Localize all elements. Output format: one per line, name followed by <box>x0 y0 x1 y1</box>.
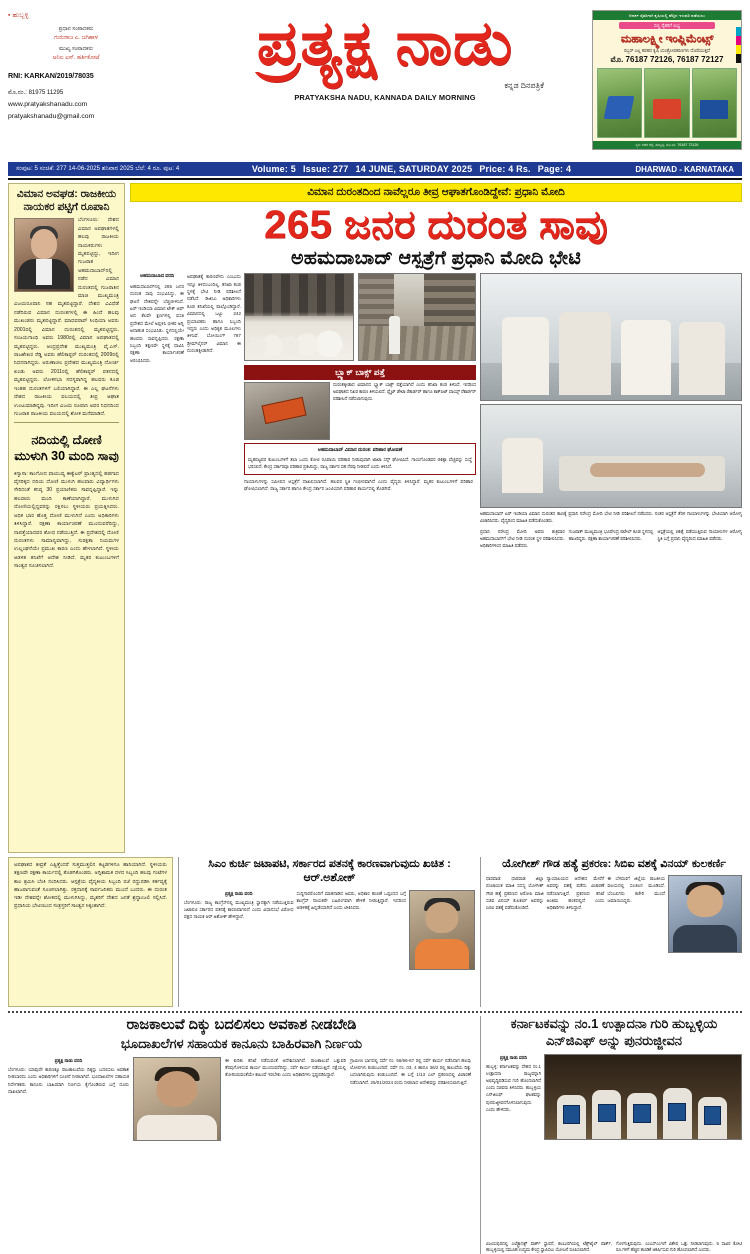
bottom-left-headline-1: ರಾಜಕಾಲುವೆ ದಿಕ್ಕು ಬದಲಿಸಲು ಅವಕಾಶ ನೀಡಬೇಡಿ <box>126 1017 357 1033</box>
editor-name-1: ಗುರುರಾಜ ಎ. ಜಗಿಹಾಳ <box>54 34 98 41</box>
mid-story-ashok <box>178 857 475 1007</box>
editor-role-1: ಪ್ರಧಾನ ಸಂಪಾದಕರು <box>58 26 94 32</box>
newspaper-title: ಪ್ರತ್ಯಕ್ಷ ನಾಡು <box>256 9 514 78</box>
photo-r-ashok <box>409 890 475 970</box>
hospital-media-column <box>480 273 742 853</box>
relief-box-text: ಮೃತಪಟ್ಟವರ ಕುಟುಂಬಗಳಿಗೆ ತಲಾ ಒಂದು ಕೋಟಿ ರೂಪಾಯಿ ಪರಿಹಾರ ನೀಡುವುದಾಗಿ ಟಾಟಾ ಸನ್ಸ್ ಘೋಷಿಸಿದೆ. ಗಾಯಗೊಂಡವರ ಚಿಕಿತ್ಸಾ ವೆಚ್ಚವನ್ನು ಸಂಸ್ಥೆ ಭರಿಸಲಿದೆ. ಕೇಂದ್ರ ಸರ್ಕಾರವೂ ಪರಿಹಾರ ಪ್ರಕಟಿಸಿದ್ದು, ರಾಜ್ಯ ಸರ್ಕಾರ ಸಹ ನೆರವು ನೀಡಲಿದೆ ಎಂದು ತಿಳಿಸಿದೆ. <box>248 456 472 469</box>
masthead-advertisement[interactable] <box>592 10 742 150</box>
bottom-right-byline: ಪ್ರತ್ಯಕ್ಷ ನಾಡು ವರದಿ <box>500 1054 527 1060</box>
lead-story-grid <box>130 273 742 853</box>
tagline-kannada: ಕನ್ನಡ ದಿನಪತ್ರಿಕೆ <box>504 81 544 91</box>
mid-right-col-1: ಧಾರವಾಡ: ಧಾರವಾಡ ಜಿಲ್ಲಾ ಪಂಚಾಯತ ಮಾಜಿ ಸದಸ್ಯ ಯೋಗೀಶ್ ಗೌಡ ಹತ್ಯೆ ಪ್ರಕರಣದ ಆರೋಪಿ ಮಾಜಿ ಸಚಿವ ವಿನಯ್ ಕುಲಕರ್ಣಿ ಅವರನ್ನು ಸಿಬಿಐ ವಶಕ್ಕೆ ಪಡೆದುಕೊಂಡಿದೆ. <box>486 876 544 911</box>
sidebar-story1-headline: ವಿಮಾನ ಅವಘಡ: ರಾಜಕೀಯ ನಾಯಕರ ಪಟ್ಟಿಗೆ ರೂಪಾನಿ <box>16 188 117 214</box>
lead-byline: ಅಹಮದಾಬಾದ ವರದಿ <box>140 274 174 280</box>
hospital-body-1: ಪ್ರಧಾನಿ ನರೇಂದ್ರ ಮೋದಿ ಅವರು ಶುಕ್ರವಾರ ಅಹಮದಾಬಾದ್‌ಗೆ ಭೇಟಿ ನೀಡಿ ದುರಂತ ಸ್ಥಳ ಪರಿಶೀಲಿಸಿದರು. ಅಧಿಕಾರಿಗಳಿಂದ ಮಾಹಿತಿ ಪಡೆದರು. <box>480 529 565 549</box>
ad-product-photos <box>593 65 741 141</box>
lead-subheadline: ಅಹಮದಾಬಾದ್ ಆಸ್ಪತ್ರೆಗೆ ಪ್ರಧಾನಿ ಮೋದಿ ಭೇಟಿ <box>291 247 581 269</box>
lead-photo-row <box>244 273 476 361</box>
issue-label: Issue: 277 <box>302 164 349 174</box>
lead-text-column-2 <box>187 273 244 853</box>
mid-right-col-3: ಈ ಬೆಳವಣಿಗೆ ಜಿಲ್ಲೆಯ ರಾಜಕೀಯ ವಲಯದಲ್ಲಿ ಸಂಚಲನ ಮೂಡಿಸಿದೆ. ಬೆಂಬಲಿಗರು ಕಚೇರಿ ಮುಂದೆ ಜಮಾಯಿಸಿದ್ದರು. <box>607 876 666 903</box>
photo-modi-site-visit <box>244 273 354 361</box>
mid-story-text-1: ಬೆಂಗಳೂರು: ರಾಜ್ಯ ಕಾಂಗ್ರೆಸ್‌ನಲ್ಲಿ ಮುಖ್ಯಮಂತ್ರಿ ಸ್ಥಾನಕ್ಕಾಗಿ ನಡೆಯುತ್ತಿರುವ ಜಟಾಪಟಿ ಸರ್ಕಾರದ ಪತನಕ್ಕೆ ಕಾರಣವಾಗಲಿದೆ ಎಂದು ವಿಧಾನಸಭೆ ವಿರೋಧ ಪಕ್ಷದ ನಾಯಕ ಆರ್.ಅಶೋಕ್ ಹೇಳಿದ್ದಾರೆ. <box>184 899 294 920</box>
bottom-left-text-2: ಈ ಕುರಿತು ತನಿಖೆ ನಡೆಸುವಂತೆ ಆದೇಶಿಸಲಾಗಿದೆ. ರಾಜಕಾಲುವೆ ಒತ್ತುವರಿ ತೆರವುಗೊಳಿಸುವ ಕಾರ್ಯ ಮುಂದುವರೆದಿದ್ದು, ಸರ್ವೆ ಕಾರ್ಯ ನಡೆಯುತ್ತಿದೆ. ನಕ್ಷೆಯಲ್ಲಿ ತೋರಿಸಿರುವಂತೆಯೇ ಕಾಲುವೆ ಇರಬೇಕು ಎಂದು ಅಧಿಕಾರಿಗಳು ಸ್ಪಷ್ಟಪಡಿಸಿದ್ದಾರೆ. <box>225 1057 346 1078</box>
lead-text-column-1 <box>130 273 187 853</box>
contact-block <box>8 88 178 122</box>
hospital-body-3: ಆಸ್ಪತ್ರೆಯಲ್ಲಿ ಚಿಕಿತ್ಸೆ ಪಡೆಯುತ್ತಿರುವ ಗಾಯಾಳುಗಳ ಆರೋಗ್ಯ ಸ್ಥಿತಿ ಬಗ್ಗೆ ಪ್ರಧಾನಿ ವೈದ್ಯರಿಂದ ಮಾಹಿತಿ ಪಡೆದರು. <box>657 529 743 542</box>
mid-sidebar-continued: ಅಪಘಾತದ ತೀವ್ರತೆ ಎಷ್ಟಿತ್ತೆಂದರೆ ಸುತ್ತಮುತ್ತಲಿನ ಕಟ್ಟಡಗಳಿಗೂ ಹಾನಿಯಾಗಿದೆ. ಸ್ಥಳೀಯರು ತಕ್ಷಣವೇ ರಕ್ಷಣಾ ಕಾರ್ಯದಲ್ಲಿ ತೊಡಗಿಕೊಂಡರು. ಅಗ್ನಿಶಾಮಕ ದಳದ ಸಿಬ್ಬಂದಿ ಹಲವು ಗಂಟೆಗಳ ಕಾಲ ಶ್ರಮಿಸಿ ಬೆಂಕಿ ನಂದಿಸಿದರು. ಆಸ್ಪತ್ರೆಯ ವೈದ್ಯಕೀಯ ಸಿಬ್ಬಂದಿ ರಜೆ ರದ್ದುಪಡಿಸಿ ಕರ್ತವ್ಯಕ್ಕೆ ಹಾಜರಾಗುವಂತೆ ಸೂಚಿಸಲಾಗಿತ್ತು. ರಕ್ತದಾನಕ್ಕೆ ಸಾರ್ವಜನಿಕರು ಮುಂದೆ ಬಂದರು. ಈ ದುರಂತ ಇಡೀ ದೇಶವನ್ನೇ ಶೋಕದಲ್ಲಿ ಮುಳುಗಿಸಿದ್ದು, ಮೃತರಿಗೆ ದೇಶದ ಜನತೆ ಶ್ರದ್ಧಾಂಜಲಿ ಸಲ್ಲಿಸಿದೆ. ಪ್ರಧಾನಿಯ ಭೇಟಿಯಿಂದ ಸಂತ್ರಸ್ತರಿಗೆ ಸಾಂತ್ವನ ಸಿಕ್ಕಂತಾಗಿದೆ. <box>8 857 173 1007</box>
hospital-text-columns <box>480 528 742 853</box>
hospital-photo-caption: ಅಹಮದಾಬಾದ್ ಏರ್ ಇಂಡಿಯಾ ವಿಮಾನ ದುರಂತದ ತಾಣಕ್ಕೆ ಪ್ರಧಾನಿ ನರೇಂದ್ರ ಮೋದಿ ಭೇಟಿ ನೀಡಿ ಪರಿಶೀಲನೆ ನಡೆಸಿದರು. ನಂತರ ಆಸ್ಪತ್ರೆಗೆ ತೆರಳಿ ಗಾಯಾಳುಗಳನ್ನು ಭೇಟಿಯಾಗಿ ಆರೋಗ್ಯ ವಿಚಾರಿಸಿದರು. ವೈದ್ಯರಿಂದ ಮಾಹಿತಿ ಪಡೆದುಕೊಂಡರು. <box>480 511 742 524</box>
bottom-left-col-1 <box>8 1057 133 1254</box>
mid-story-body <box>184 890 475 1007</box>
left-sidebar-column <box>8 183 125 853</box>
header-divider <box>8 178 742 180</box>
page-label: Page: 4 <box>537 164 572 174</box>
ad-product-plough-image <box>597 68 642 138</box>
bottom-left-byline: ಪ್ರತ್ಯಕ್ಷ ನಾಡು ವರದಿ <box>54 1057 83 1063</box>
sidebar-story1-portrait <box>14 218 74 292</box>
ad-badge: ಸಣ್ಣ ರೈತರಿಗೆ ಲಭ್ಯ <box>619 22 715 29</box>
lead-headline: 265 ಜನರ ದುರಂತ ಸಾವು <box>264 202 608 247</box>
bottom-right-caption-2: ಗೊಳಗುತ್ತಿರುವುದು. ಎಂಎಸ್‌ಎಂಇಗೆ ವಿಶೇಷ ಒತ್ತು ನೀಡಲಾಗುವುದು. 5 ಸಾವಿರ ಕೋಟಿ ರೂ.ಗಳಿಗೆ ಹೆಚ್ಚಿನ ಹೂಡಿಕೆ ಆಕರ್ಷಿಸುವ ಗುರಿ ಹೊಂದಲಾಗಿದೆ ಎಂದರು. <box>616 1240 742 1253</box>
tagline-english: PRATYAKSHA NADU, KANNADA DAILY MORNING <box>294 93 476 103</box>
lead-body-2: ಅಪಘಾತಕ್ಕೆ ಕಾರಣವೇನು ಎಂಬುದು ಇನ್ನೂ ತಿಳಿದುಬಂದಿಲ್ಲ. ತನಿಖಾ ತಂಡ ಸ್ಥಳಕ್ಕೆ ಭೇಟಿ ನೀಡಿ ಪರಿಶೀಲನೆ ನಡೆಸಿದೆ. ಡಿಜಿಸಿಎ ಅಧಿಕಾರಿಗಳು ಕೂಡ ತನಿಖೆಯಲ್ಲಿ ಪಾಲ್ಗೊಂಡಿದ್ದಾರೆ. ವಿಮಾನದಲ್ಲಿ ಒಟ್ಟು 242 ಪ್ರಯಾಣಿಕರು ಹಾಗೂ ಸಿಬ್ಬಂದಿ ಇದ್ದರು ಎಂದು ಅಧಿಕೃತ ಮೂಲಗಳು ತಿಳಿಸಿವೆ. ಬೋಯಿಂಗ್ 787 ಡ್ರೀಮ್‌ಲೈನರ್ ವಿಮಾನ ಈ ದುರಂತಕ್ಕೀಡಾಗಿದೆ. <box>187 274 241 353</box>
lead-body-3: ಗಾಯಾಳುಗಳನ್ನು ಸಮೀಪದ ಆಸ್ಪತ್ರೆಗೆ ದಾಖಲಿಸಲಾಗಿದೆ. ಹಲವರ ಸ್ಥಿತಿ ಗಂಭೀರವಾಗಿದೆ ಎಂದು ವೈದ್ಯರು ತಿಳಿಸಿದ್ದಾರೆ. ಮೃತರ ಕುಟುಂಬಗಳಿಗೆ ಪರಿಹಾರ ಘೋಷಿಸಲಾಗಿದೆ. ರಾಜ್ಯ ಸರ್ಕಾರ ಹಾಗೂ ಕೇಂದ್ರ ಸರ್ಕಾರ ಜಂಟಿಯಾಗಿ ಪರಿಹಾರ ಕಾರ್ಯದಲ್ಲಿ ತೊಡಗಿವೆ. <box>244 478 473 491</box>
ad-product-trailer-image <box>692 68 737 138</box>
bottom-left-col-3 <box>350 1057 475 1254</box>
rni-number: RNI: KARKAN/2019/78035 <box>8 71 94 81</box>
bottom-right-captions <box>486 1241 742 1254</box>
lead-text-column-3 <box>244 478 476 493</box>
issue-info-bar <box>8 161 742 176</box>
editor-role-2: ಮುಖ್ಯ ಸಂಪಾದಕರು <box>58 46 94 53</box>
masthead <box>8 6 742 158</box>
sidebar-story2-headline: ನದಿಯಲ್ಲಿ ದೋಣಿ ಮುಳುಗಿ 30 ಮಂದಿ ಸಾವು <box>14 433 119 463</box>
bottom-right-col-1 <box>486 1054 544 1238</box>
photo-crash-site-rubble <box>358 273 476 361</box>
mid-right-body <box>486 875 742 1007</box>
masthead-left-info <box>8 6 178 123</box>
bottom-right-caption-1: ವಿಜಯಪುರದಲ್ಲಿ ಎಲೆಕ್ಟ್ರಾನಿಕ್ಸ್ ಪಾರ್ಕ್ ಸ್ಥಾಪನೆ, ಕಲಬುರಗಿಯಲ್ಲಿ ಟೆಕ್ಸ್‌ಟೈಲ್ ಪಾರ್ಕ್, ಹುಬ್ಬಳ್ಳಿಯಲ್ಲಿ ಸಮೂಹ ಉದ್ಯಮ ಕೇಂದ್ರ ಸ್ಥಾಪಿಸಲು ಯೋಜನೆ ರೂಪಿಸಲಾಗಿದೆ. <box>486 1240 612 1253</box>
mid-story-yogesh-gowda <box>480 857 742 1007</box>
bottom-left-text-3: ಗ್ರಾಮೀಣ ಭಾಗದಲ್ಲಿ ಸರ್ವೆ ನಂ. 56/66-67 ರಲ್ಲಿ ಸರ್ವೆ ಕಾರ್ಯ ನಡೆಸಿದಾಗ ಹಲವು ಲೋಪಗಳು ಕಂಡುಬಂದಿವೆ. ಸರ್ವೆ ನಂ. 03, 4 ಹಾಗೂ 36/2 ರಲ್ಲಿ ಕಾಲುವೆಯ ದಿಕ್ಕು ಬದಲಾಗಿರುವುದು ಕಂಡುಬಂದಿದೆ. ಈ ಬಗ್ಗೆ 1/13 ಎಲ್ ಪ್ರಕರಣದಲ್ಲಿ ವಿಚಾರಣೆ ನಡೆಸಲಾಗಿದೆ. 25/01/2024 ರಂದು ನೀಡಲಾದ ಆದೇಶವನ್ನು ಪರಿಶೀಲಿಸಲಾಗುತ್ತಿದೆ. <box>350 1057 471 1085</box>
contact-phone: ಮೊ.ನಂ.: 81975 11295 <box>8 90 64 97</box>
bottom-left-text-1: ಬೆಂಗಳೂರು: ಯಾವುದೇ ಕಾರಣಕ್ಕೂ ರಾಜಕಾಲುವೆಯ ದಿಕ್ಕನ್ನು ಬದಲಿಸಲು ಅವಕಾಶ ನೀಡಬಾರದು ಎಂದು ಅಧಿಕಾರಿಗಳಿಗೆ ಸೂಚನೆ ನೀಡಲಾಗಿದೆ. ಭೂದಾಖಲೆಗಳ ಸಹಾಯಕ ನಿರ್ದೇಶಕರು ಕಾನೂನು ಬಾಹಿರವಾಗಿ ನಿರ್ಣಯ ಕೈಗೊಂಡಿರುವ ಬಗ್ಗೆ ದೂರು ದಾಖಲಾಗಿದೆ. <box>8 1067 129 1094</box>
section-divider <box>8 1011 742 1013</box>
mid-right-col-2: ನ್ಯಾಯಾಲಯದ ಆದೇಶದ ಮೇರೆಗೆ ಅವರನ್ನು ವಶಕ್ಕೆ ಪಡೆದು ವಿಚಾರಣೆ ನಡೆಸಲಾಗುತ್ತಿದೆ. ಪ್ರಕರಣದ ತನಿಖೆ ಅಂತಿಮ ಹಂತದಲ್ಲಿದೆ ಎಂದು ಅಧಿಕಾರಿಗಳು ತಿಳಿಸಿದ್ದಾರೆ. <box>546 876 605 911</box>
lead-kicker: ವಿಮಾನ ದುರಂತದಿಂದ ನಾವೆಲ್ಲರೂ ತೀವ್ರ ಆಘಾತಗೊಂಡಿದ್ದೇವೆ: ಪ್ರಧಾನಿ ಮೋದಿ <box>130 183 742 202</box>
ad-brand-name: ಮಹಾಲಕ್ಷ್ಮೀ ಇಂಪ್ಲಿಮೆಂಟ್ಸ್ <box>620 33 714 45</box>
contact-website[interactable]: www.pratyakshanadu.com <box>8 100 88 108</box>
mid-section <box>8 857 742 1007</box>
bottom-left-col-2 <box>221 1057 350 1254</box>
mid-story-text-2: ಸುದ್ದಿಗಾರರೊಂದಿಗೆ ಮಾತನಾಡಿದ ಅವರು, ಅಧಿಕಾರ ಹಂಚಿಕೆ ಒಪ್ಪಂದದ ಬಗ್ಗೆ ಕಾಂಗ್ರೆಸ್ ನಾಯಕರೇ ಬಹಿರಂಗವಾಗಿ ಹೇಳಿಕೆ ನೀಡುತ್ತಿದ್ದಾರೆ. ಇದರಿಂದ ಆಡಳಿತಕ್ಕೆ ಹಿನ್ನಡೆಯಾಗಿದೆ ಎಂದು ಟೀಕಿಸಿದರು. <box>296 890 406 910</box>
photo-hospital-visit <box>480 273 742 401</box>
photo-hospital-bedside <box>480 404 742 508</box>
sidebar-story1-text: ಬೆಂಗಳೂರು: ದೇಶದ ವಿಮಾನ ಅವಘಾತಗಳಲ್ಲಿ ಹಲವು ರಾಜಕೀಯ ನಾಯಕರುಗಳು ಮೃತಪಟ್ಟಿದ್ದು, ಇದೀಗ ಗುಜರಾತ ಅಹಮದಾಬಾದ್‌ನಲ್ಲಿ ನಡೆದ ವಿಮಾನ ದುರಂತದಲ್ಲಿ ಗುಜರಾತಿನ ಮಾಜಿ ಮುಖ್ಯಮಂತ್ರಿ ವಿಜಯರೂಪಾನಿ ಸಹ ಮೃತಪಟ್ಟಿದ್ದಾರೆ. ದೇಶದ ವಿವಿಧೆಡೆ ನಡೆದಿರುವ ವಿಮಾನ ದುರಂತಗಳಲ್ಲಿ ಈ ಹಿಂದೆ ಹಲವು ಮುಖಂಡರು ಮೃತಪಟ್ಟಿದ್ದಾರೆ. ಮಾಧವರಾವ್ ಸಿಂಧಿಯಾ ಅವರು 2001ರಲ್ಲಿ ವಿಮಾನ ದುರಂತದಲ್ಲಿ ಮೃತಪಟ್ಟಿದ್ದರು. ಸಂಜಯಗಾಂಧಿ ಅವರು 1980ರಲ್ಲಿ ವಿಮಾನ ಅಪಘಾತದಲ್ಲಿ ಮೃತಪಟ್ಟಿದ್ದರು. ಆಂಧ್ರಪ್ರದೇಶ ಮುಖ್ಯಮಂತ್ರಿ ವೈ.ಎಸ್. ರಾಜಶೇಖರ ರೆಡ್ಡಿ ಅವರು ಹೆಲಿಕಾಪ್ಟರ್ ದುರಂತದಲ್ಲಿ 2009ರಲ್ಲಿ ನಿಧನರಾಗಿದ್ದರು. ಅರುಣಾಚಲ ಪ್ರದೇಶದ ಮುಖ್ಯಮಂತ್ರಿ ದೋರ್ಜಿ ಖಂಡು ಅವರು 2011ರಲ್ಲಿ ಹೆಲಿಕಾಪ್ಟರ್ ಪತನದಲ್ಲಿ ಮೃತಪಟ್ಟಿದ್ದರು. ಲೋಕಸಭಾ ಸದಸ್ಯರಾಗಿದ್ದ ಹಲವರು ಕೂಡ ಇಂತಹ ದುರಂತಗಳಿಗೆ ಬಲಿಯಾಗಿದ್ದಾರೆ. ಈ ಎಲ್ಲ ಘಟನೆಗಳು ದೇಶದ ರಾಜಕೀಯ ವಲಯದಲ್ಲಿ ತೀವ್ರ ಆಘಾತ ಉಂಟುಮಾಡಿದ್ದವು. ಇದೀಗ ವಿಜಯ ರೂಪಾನಿ ಅವರ ನಿಧನದಿಂದ ಗುಜರಾತ ರಾಜಕೀಯ ವಲಯದಲ್ಲಿ ಶೋಕ ಮನೆಮಾಡಿದೆ. <box>14 217 119 417</box>
issue-info-english <box>246 164 584 174</box>
ad-product-rotavator-image <box>644 68 689 138</box>
hospital-body-2: ಗುಜರಾತ್ ಮುಖ್ಯಮಂತ್ರಿ ಭೂಪೇಂದ್ರ ಪಟೇಲ್ ಕೂಡ ಸ್ಥಳದಲ್ಲಿ ಹಾಜರಿದ್ದರು. ರಕ್ಷಣಾ ಕಾರ್ಯಾಚರಣೆ ಪರಿಶೀಲಿಸಿದರು. <box>568 529 654 542</box>
blackbox-text: ದುರಂತಕ್ಕೀಡಾದ ವಿಮಾನದ ಬ್ಲ್ಯಾಕ್ ಬಾಕ್ಸ್ ಪತ್ತೆಯಾಗಿದೆ ಎಂದು ತನಿಖಾ ತಂಡ ತಿಳಿಸಿದೆ. ಇದರಿಂದ ಅಪಘಾತದ ನಿಖರ ಕಾರಣ ತಿಳಿಯಲಿದೆ. ಫ್ಲೈಟ್ ಡೇಟಾ ರೆಕಾರ್ಡರ್ ಹಾಗೂ ಕಾಕ್‌ಪಿಟ್ ವಾಯ್ಸ್ ರೆಕಾರ್ಡರ್ ಪರಿಶೀಲನೆ ನಡೆಸಲಾಗುವುದು. <box>333 382 476 402</box>
issue-info-kannada: ಸಂಪುಟ: 5 ಸಂಚಿಕೆ: 277 14-06-2025 ಶನಿವಾರ 2025 ಬೆಲೆ: 4 ರೂ. ಪುಟ: 4 <box>16 165 180 172</box>
ad-footer-address: ಸ್ಥಳ: ಗದಗ ರಸ್ತೆ, ಹುಬ್ಬಳ್ಳಿ, ಮೊ.ನಂ. 76187 72126 <box>593 141 741 149</box>
mid-story-byline: ಪ್ರತ್ಯಕ್ಷ ನಾಡು ವರದಿ <box>224 890 253 896</box>
contact-email[interactable]: pratyakshanadu@gmail.com <box>8 112 95 120</box>
relief-announcement-box <box>244 443 476 474</box>
photo-official-portrait <box>133 1057 221 1141</box>
bottom-story-rajakaluve <box>8 1016 480 1254</box>
bottom-right-text-1: ಹುಬ್ಬಳ್ಳಿ: ಕರ್ನಾಟಕವನ್ನು ದೇಶದ ನಂ.1 ಉತ್ಪಾದನಾ ರಾಜ್ಯವನ್ನಾಗಿ ಅಭಿವೃದ್ಧಿಪಡಿಸುವ ಗುರಿ ಹೊಂದಲಾಗಿದೆ ಎಂದು ಸಚಿವರು ತಿಳಿಸಿದರು. ಹುಬ್ಬಳ್ಳಿಯ ಎನ್‌ಜಿಎಫ್ ಘಟಕವನ್ನು ಪುನರುಜ್ಜೀವನಗೊಳಿಸಲಾಗುವುದು ಎಂದು ಹೇಳಿದರು. <box>486 1063 541 1112</box>
ad-description: ರಬ್ಬರ್ ಎಲ್ಲ ತರಹದ ಕೃಷಿ ಯಂತ್ರೋಪಕರಣಗಳು ದೊರೆಯುತ್ತದೆ <box>623 48 710 53</box>
region-label: DHARWAD - KARNATAKA <box>635 164 734 174</box>
blackbox-banner: ಬ್ಲ್ಯಾಕ್ ಬಾಕ್ಸ್ ಪತ್ತೆ <box>244 365 476 380</box>
mid-story-col-2 <box>297 890 410 1007</box>
bottom-left-headline-2: ಭೂದಾಖಲೆಗಳ ಸಹಾಯಕ ಕಾನೂನು ಬಾಹಿರವಾಗಿ ನಿರ್ಣಯ <box>120 1035 363 1051</box>
price-label: Price: 4 Rs. <box>479 164 531 174</box>
photo-black-box <box>244 382 330 440</box>
photo-vinay-kulkarni <box>668 875 742 953</box>
bottom-right-headline: ಕರ್ನಾಟಕವನ್ನು ನಂ.1 ಉತ್ಪಾದನಾ ಗುರಿ ಹುಬ್ಬಳ್ಳಿಯ ಎನ್‌ಜಿಎಫ್ ಅನ್ನು ಪುನರುಜ್ಜೀವನ <box>510 1016 718 1048</box>
bottom-section <box>8 1016 742 1254</box>
mid-story-headline: ಸಿಎಂ ಕುರ್ಚಿ ಜಟಾಪಟಿ, ಸರ್ಕಾರದ ಪತನಕ್ಕೆ ಕಾರಣವಾಗುವುದು ಖಚಿತ : ಆರ್.ಅಶೋಕ್ <box>208 858 451 885</box>
blackbox-row <box>244 382 476 440</box>
bottom-story-ngef <box>480 1016 742 1254</box>
editor-name-2: ಅನಿಲ ಎಸ್. ಹರ್ತಿಕೋಟೆ <box>52 55 100 62</box>
sidebar-divider <box>14 422 119 423</box>
main-content-area <box>8 183 742 853</box>
credit-block <box>16 26 136 62</box>
mid-right-headline: ಯೋಗೀಶ್ ಗೌಡ ಹತ್ಯೆ ಪ್ರಕರಣ: ಸಿಬಿಐ ವಶಕ್ಕೆ ವಿನಯ್ ಕುಲಕರ್ಣಿ <box>502 858 726 870</box>
date-label: 14 JUNE, SATURDAY 2025 <box>355 164 473 174</box>
bottom-right-body <box>486 1054 742 1238</box>
city-tag: ▪ ಹುಬ್ಬಳ್ಳಿ <box>8 12 178 20</box>
bottom-left-body <box>8 1057 475 1254</box>
mid-story-col-1 <box>184 890 297 1007</box>
sidebar-story2-text: ಕಿನ್ಶಾಸಾ: ಕಾಂಗೋದ ವಾಯುವ್ಯ ಈಕ್ವೆಟರ್ ಪ್ರಾಂತ್ಯದಲ್ಲಿ ಹಡಗಾದ ವೈಸರಿಕ್ಕದ ನದಿಯ ದೋಣಿ ಮುಳುಗಿ ಹಲವಾರು ವಿದ್ಯಾರ್ಥಿಗಳು ಸೇರಿದಂತೆ ಕನಿಷ್ಠ 30 ಪ್ರಯಾಣಿಕರು ಸಾವನ್ನಪ್ಪಿದ್ದಾರೆ. ಇನ್ನು ಹಲವಾರು ಮಂದಿ ಕಾಣೆಯಾಗಿದ್ದಾರೆ. ಮುಳುಗಿದ ದೋಣಿಯಲ್ಲಿದ್ದವರನ್ನು ರಕ್ಷಿಸಲು ಸ್ಥಳೀಯರು ಪ್ರಯತ್ನಿಸಿದರು. ಅಧಿಕ ಭಾರ ಹೊತ್ತ ದೋಣಿ ಮುಳುಗಿದೆ ಎಂದು ಅಧಿಕಾರಿಗಳು ತಿಳಿಸಿದ್ದಾರೆ. ರಕ್ಷಣಾ ಕಾರ್ಯಾಚರಣೆ ಮುಂದುವರೆದಿದ್ದು, ನಾಪತ್ತೆಯಾದವರ ಶೋಧ ನಡೆಯುತ್ತಿದೆ. ಈ ಪ್ರದೇಶದಲ್ಲಿ ದೋಣಿ ದುರಂತಗಳು ಸಾಮಾನ್ಯವಾಗಿದ್ದು, ಸುರಕ್ಷತಾ ನಿಯಮಗಳ ಉಲ್ಲಂಘನೆಯೇ ಪ್ರಮುಖ ಕಾರಣ ಎಂದು ಹೇಳಲಾಗಿದೆ. ಸ್ಥಳೀಯ ಆಡಳಿತ ತನಿಖೆಗೆ ಆದೇಶ ನೀಡಿದೆ. ಮೃತರ ಕುಟುಂಬಗಳಿಗೆ ಸಾಂತ್ವನ ಸೂಚಿಸಲಾಗಿದೆ. <box>14 470 119 570</box>
relief-box-title: ಅಹಮದಾಬಾದ್ ವಿಮಾನ ದುರಂತ: ಪರಿಹಾರ ಘೋಷಣೆ <box>317 448 403 454</box>
volume-label: Volume: 5 <box>251 164 296 174</box>
ad-top-line: ಆದರ್ಶ ರೈತರಿಗಾಗಿ ಕೃಷಿಯಲ್ಲಿ ಹೆಚ್ಚಿನ ಇಳುವರಿ ಪಡೆಯಲು <box>593 11 741 20</box>
photo-ngef-event <box>544 1054 742 1140</box>
print-color-bars <box>736 27 742 63</box>
masthead-title-block <box>178 6 592 102</box>
lead-body-1: ಅಹಮದಾಬಾದ್‌ನಲ್ಲಿ 265 ಜನರ ದುರಂತ ಸಾವು ಸಂಭವಿಸಿದ್ದು, ಈ ಘಟನೆ ದೇಶವನ್ನೇ ಬೆಚ್ಚಿಬೀಳಿಸಿದೆ. ಏರ್ ಇಂಡಿಯಾ ವಿಮಾನ ಟೇಕ್ ಆಫ್ ಆದ ಕೆಲವೇ ಕ್ಷಣಗಳಲ್ಲಿ ವಸತಿ ಪ್ರದೇಶದ ಮೇಲೆ ಅಪ್ಪಳಿಸಿ ಭೀಕರ ಅಗ್ನಿ ಅನಾಹುತ ಸಂಭವಿಸಿತು. ಸ್ಥಳದಲ್ಲಿಯೇ ಹಲವರು ಸಾವನ್ನಪ್ಪಿದರು. ರಕ್ಷಣಾ ಸಿಬ್ಬಂದಿ ತಕ್ಷಣವೇ ಸ್ಥಳಕ್ಕೆ ಧಾವಿಸಿ ರಕ್ಷಣಾ ಕಾರ್ಯಾಚರಣೆ ಆರಂಭಿಸಿದರು. <box>130 284 184 363</box>
ad-phone-number: ಮೊ. 76187 72126, 76187 72127 <box>610 55 724 64</box>
lead-story-block <box>130 183 742 853</box>
lead-media-column <box>244 273 476 853</box>
